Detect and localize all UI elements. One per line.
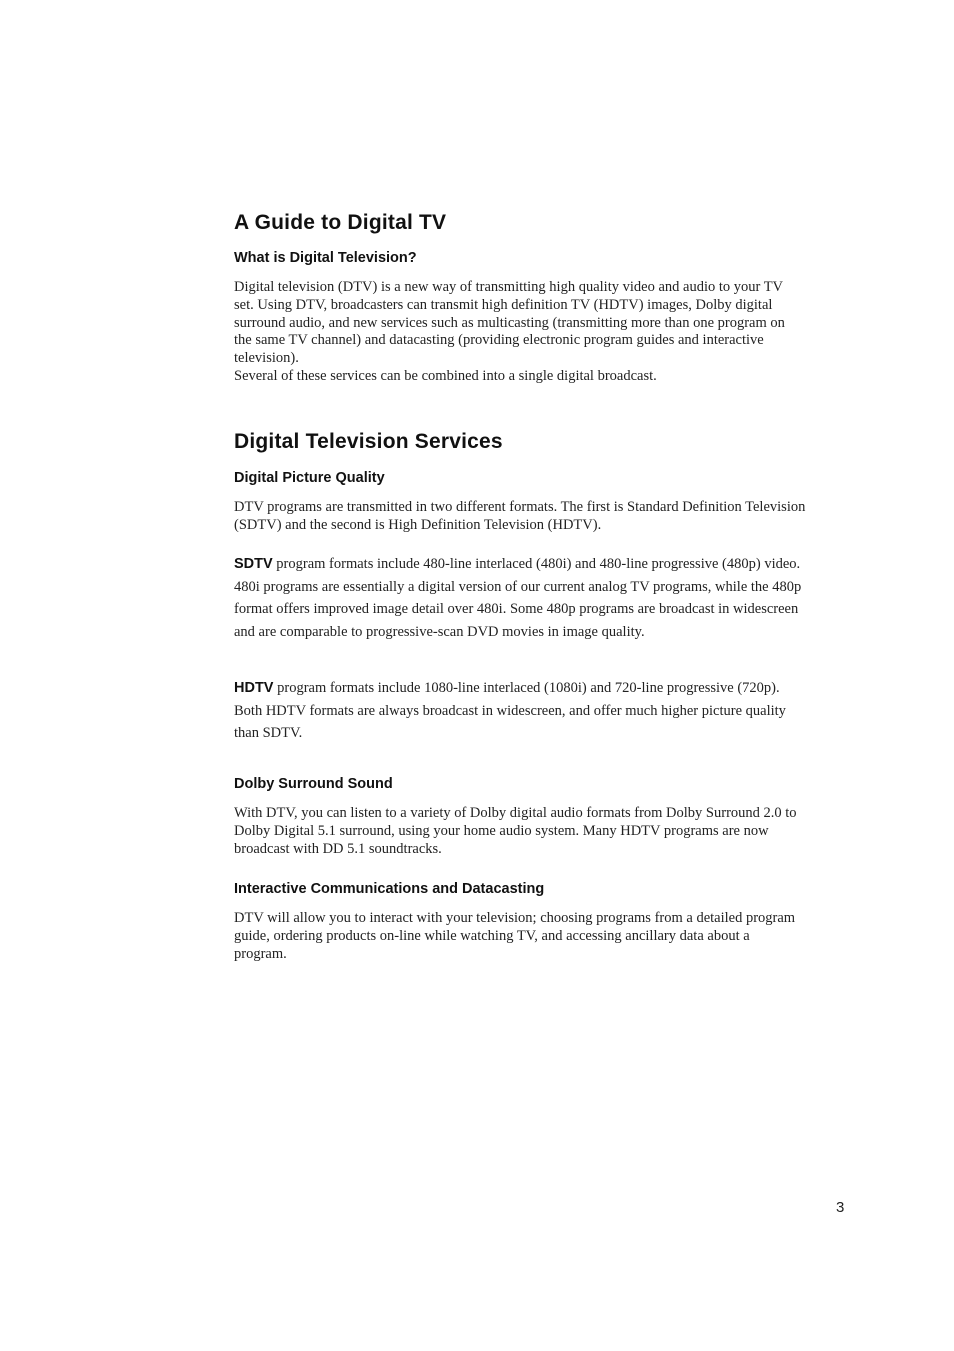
section-title-services: Digital Television Services [234,430,503,453]
hdtv-text: program formats include 1080-line interlaced (1080i) and 720-line progressive (720p). Both HDTV formats are always broadcast in widescreen, and offer much higher picture quality than SDTV. [234,680,786,741]
subheading-picture-quality: Digital Picture Quality [234,470,385,486]
sdtv-lead: SDTV [234,556,273,572]
intro-paragraph-2: Several of these services can be combined into a single digital broadcast. [234,367,657,384]
interactive-paragraph: DTV will allow you to interact with your television; choosing programs from a detailed program guide, ordering products on-line while watching TV, and accessing ancillary data about a program. [234,910,796,962]
section-title-guide: A Guide to Digital TV [234,211,447,234]
intro-paragraph-block [234,279,806,386]
subheading-interactive: Interactive Communications and Datacasting [234,881,545,897]
dolby-paragraph: With DTV, you can listen to a variety of Dolby digital audio formats from Dolby Surround 2.0 to Dolby Digital 5.1 surround, using your home audio system. Many HDTV programs are now broadcast with DD 5.1 soundtracks. [234,805,797,857]
sdtv-text: program formats include 480-line interlaced (480i) and 480-line progressive (480p) video. 480i programs are essentially a digital version of our current analog TV programs, while the 480p format offers improved image detail over 480i. Some 480p programs are broadcast in widescreen and are comparable to progressive-scan DVD movies in image quality. [234,556,802,640]
sdtv-paragraph [234,553,806,643]
hdtv-lead: HDTV [234,680,274,696]
picture-intro-paragraph: DTV programs are transmitted in two different formats. The first is Standard Definition Television (SDTV) and the second is High Definition Television (HDTV). [234,499,806,533]
subheading-dolby-sound: Dolby Surround Sound [234,776,393,792]
hdtv-paragraph [234,677,806,745]
intro-paragraph: Digital television (DTV) is a new way of transmitting high quality video and audio to your TV set. Using DTV, broadcasters can transmit high definition TV (HDTV) images, Dolby digital surround audio, and new services such as multicasting (transmitting more than one program on the same TV channel) and datacasting (providing electronic program guides and interactive television). [234,279,785,367]
page-number: 3 [836,1199,845,1216]
subheading-what-is-dtv: What is Digital Television? [234,250,417,266]
